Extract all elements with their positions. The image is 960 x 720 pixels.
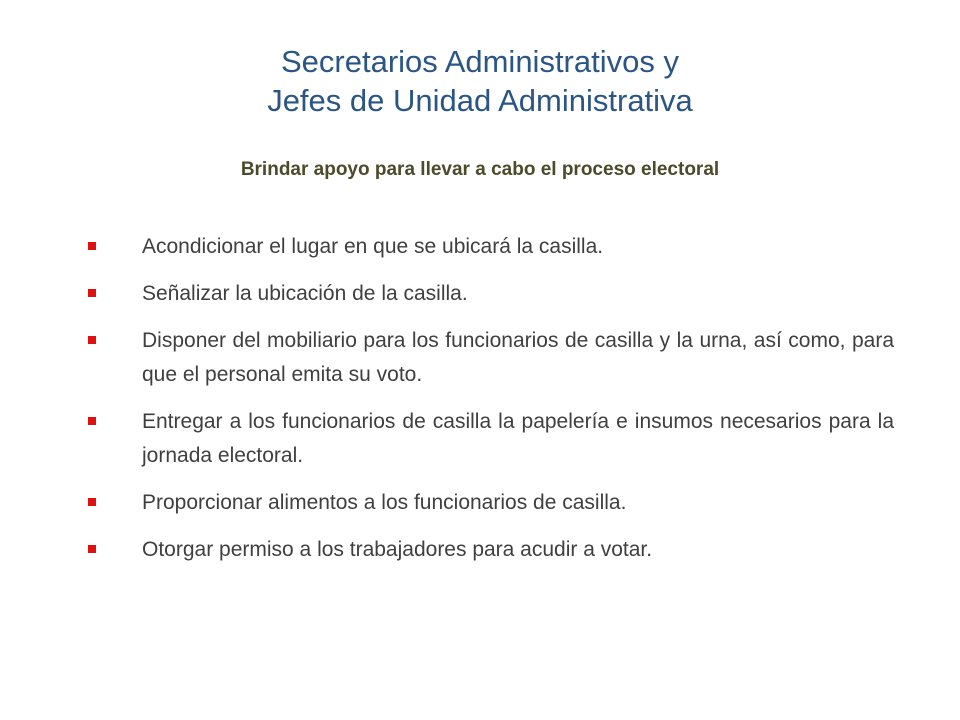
bullet-item [84,230,894,264]
bullet-text: Disponer del mobiliario para los funcionarios de casilla y la urna, así como, para que el personal emita su voto. [142,329,894,386]
bullet-list [84,230,894,580]
title-line-2: Jefes de Unidad Administrativa [267,83,693,118]
slide-title [80,42,880,120]
bullet-text: Entregar a los funcionarios de casilla la papelería e insumos necesarios para la jornada electoral. [142,410,894,467]
square-bullet-icon [88,417,96,425]
square-bullet-icon [88,289,96,297]
bullet-item [84,486,894,520]
title-line-1: Secretarios Administrativos y [281,44,679,79]
slide-subtitle: Brindar apoyo para llevar a cabo el proceso electoral [240,159,720,180]
bullet-item [84,324,894,392]
bullet-item [84,533,894,567]
bullet-text: Proporcionar alimentos a los funcionarios de casilla. [142,491,627,514]
bullet-text: Otorgar permiso a los trabajadores para acudir a votar. [142,538,653,561]
bullet-item [84,405,894,473]
square-bullet-icon [88,498,96,506]
bullet-item [84,277,894,311]
bullet-text: Acondicionar el lugar en que se ubicará la casilla. [142,235,604,258]
square-bullet-icon [88,545,96,553]
square-bullet-icon [88,336,96,344]
square-bullet-icon [88,242,96,250]
bullet-text: Señalizar la ubicación de la casilla. [142,282,468,305]
